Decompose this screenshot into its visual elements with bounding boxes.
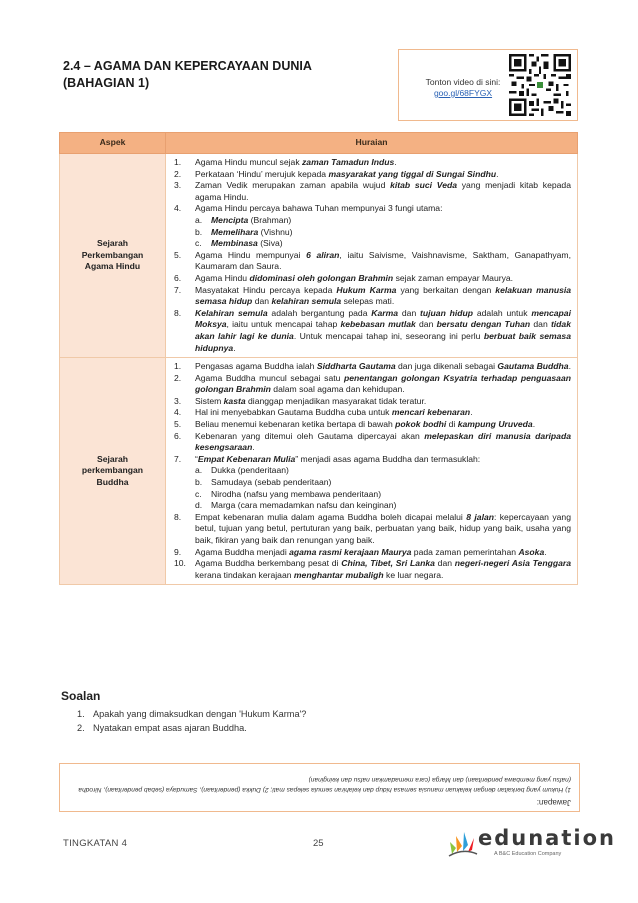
edunation-logo — [448, 826, 616, 860]
answer-inverted — [60, 764, 579, 811]
table-header-row — [60, 133, 578, 154]
video-label: Tonton video di sini: — [425, 77, 501, 87]
header-huraian: Huraian — [166, 133, 578, 154]
list-item: 2. Agama Buddha muncul sebagai satu penentangan golongan Ksyatria terhadap penguasaan golongan Brahmin dalam soal agama dan kehidupan. — [174, 372, 571, 395]
list-item: 5. Beliau menemui kebenaran ketika bertapa di bawah pokok bodhi di kampung Uruveda. — [174, 419, 536, 430]
list-item: 7. “Empat Kebenaran Mulia” menjadi asas agama Buddha dan termasuklah: a. Dukka (penderitaan) b. Samudaya (sebab penderitaan) c. Nirodha (nafsu yang membawa penderitaan) d. Marga (cara memadamkan nafsu dan keinginan) — [174, 453, 481, 511]
list-item: 2. Perkataan ‘Hindu’ merujuk kepada masyarakat yang tiggal di Sungai Sindhu. — [174, 168, 499, 179]
question-item — [77, 707, 306, 721]
table-row — [60, 358, 578, 585]
answer-box — [59, 763, 580, 812]
aspek-line: Agama Hindu — [84, 261, 141, 272]
list-item: 3. Sistem kasta dianggap menjadikan masyarakat tidak teratur. — [174, 395, 427, 406]
questions-heading: Soalan — [61, 689, 101, 703]
list-item: 6. Kebenaran yang ditemui oleh Gautama dipercayai akan melepaskan diri manusia daripada kesengsaraan. — [174, 430, 571, 453]
page-number: 25 — [313, 838, 324, 849]
question-number: 1. — [77, 709, 85, 719]
aspek-line: Buddha — [96, 477, 129, 488]
content-table — [59, 132, 578, 585]
qr-code-icon[interactable] — [509, 54, 571, 116]
aspek-line: Perkembangan — [81, 249, 144, 260]
aspek-line: Sejarah — [96, 238, 129, 249]
page-title — [63, 58, 312, 92]
question-item — [77, 721, 306, 735]
list-item: 6. Agama Hindu didominasi oleh golongan Brahmin sejak zaman empayar Maurya. — [174, 272, 514, 283]
aspek-cell — [60, 154, 166, 358]
table-row — [60, 154, 578, 358]
huraian-cell — [166, 358, 578, 585]
logo-tagline: A B&C Education Company — [494, 851, 562, 857]
list-item: 4. Agama Hindu percaya bahawa Tuhan mempunyai 3 fungi utama: a. Mencipta (Brahman) b. Memelihara (Vishnu) c. Membinasa (Siva) — [174, 203, 443, 249]
list-item: 1. Agama Hindu muncul sejak zaman Tamadun Indus. — [174, 157, 397, 167]
aspek-line: perkembangan — [81, 465, 144, 476]
list-item: 5. Agama Hindu mempunyai 6 aliran, iaitu Saivisme, Vaishnavisme, Saktham, Ganapathyam, Kaumaram dan Saura. — [174, 249, 571, 272]
question-number: 2. — [77, 723, 85, 733]
aspek-line: Sejarah — [96, 453, 129, 464]
video-text — [413, 77, 513, 99]
video-link[interactable]: goo.gl/68FYGX — [433, 88, 493, 98]
question-list — [77, 707, 306, 735]
list-item: 8. Kelahiran semula adalah bergantung pada Karma dan tujuan hidup adalah untuk mencapai Moksya, iaitu untuk mencapai tahap kebebasan mutlak dan bersatu dengan Tuhan dan tidak akan lahir lagi ke dunia. Untuk mencapai tahap ini, seseorang ini perlu berbuat baik semasa hidupnya. — [174, 307, 571, 353]
answer-text: 1) Hukum yang berkaitan dengan kelakuan manusia semasa hidup dan kelahiran semula selepas mati; 2) Dukka (penderitaan), Samudaya (sebab penderitaan), Nirodha (nafsu yang membawa penderitaan) dan Marga (cara memadamkan nafsu dan keinginan) — [78, 776, 571, 793]
huraian-cell — [166, 154, 578, 358]
logo-mark-icon — [448, 826, 478, 858]
title-line-1: 2.4 – AGAMA DAN KEPERCAYAAN DUNIA — [63, 59, 312, 73]
list-item: 8. Empat kebenaran mulia dalam agama Buddha boleh dicapai melalui 8 jalan: kepercayaan yang betul, tujuan yang betul, pertuturan yang baik, perbuatan yang baik, hidup yang baik, usaha yang baik, fikiran yang baik dan renungan yang baik. — [174, 511, 571, 545]
list-item: 3. Zaman Vedik merupakan zaman apabila wujud kitab suci Veda yang menjadi kitab kepada agama Hindu. — [174, 180, 571, 202]
answer-label: Jawapan: — [536, 798, 571, 807]
list-item: 7. Masyatakat Hindu percaya kepada Hukum Karma yang berkaitan dengan kelakuan manusia semasa hidup dan kelahiran semula selepas mati. — [174, 284, 572, 307]
list-item: 1. Pengasas agama Buddha ialah Siddharta Gautama dan juga dikenali sebagai Gautama Buddha. — [174, 361, 571, 372]
aspek-cell — [60, 358, 166, 585]
video-callout — [398, 49, 578, 121]
header-aspek: Aspek — [60, 133, 166, 154]
title-line-2: (BAHAGIAN 1) — [63, 76, 150, 90]
list-item: 4. Hal ini menyebabkan Gautama Buddha cuba untuk mencari kebenaran. — [174, 407, 473, 418]
question-text: Nyatakan empat asas ajaran Buddha. — [93, 723, 247, 733]
list-item: 10. Agama Buddha berkembang pesat di China, Tibet, Sri Lanka dan negeri-negeri Asia Tenggara kerana tindakan kerajaan menghantar mubaligh ke luar negara. — [174, 558, 571, 580]
list-item: 9. Agama Buddha menjadi agama rasmi kerajaan Maurya pada zaman pemerintahan Asoka. — [174, 546, 547, 557]
logo-wordmark: edunation — [478, 826, 616, 850]
footer-level: TINGKATAN 4 — [63, 838, 128, 849]
question-text: Apakah yang dimaksudkan dengan 'Hukum Karma'? — [93, 709, 307, 719]
